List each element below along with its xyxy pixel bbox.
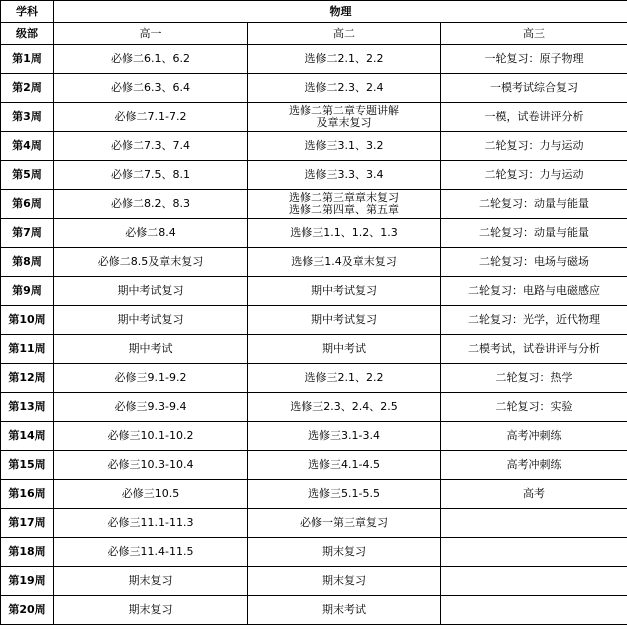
table-row (1, 393, 627, 422)
table-row (1, 190, 627, 219)
cell-text: 期末复习 (128, 603, 173, 616)
header-row-grades (1, 23, 627, 45)
grade-2-cell (248, 422, 441, 451)
table-row (1, 538, 627, 567)
cell-text: 选修二2.3、2.4 (304, 81, 384, 94)
grade-2-cell (248, 364, 441, 393)
table-row (1, 480, 627, 509)
cell-text: 二轮复习：力与运动 (484, 168, 584, 181)
cell-text: 一模考试综合复习 (490, 81, 579, 94)
grade-2-cell (248, 480, 441, 509)
cell-text: 选修三3.3、3.4 (304, 168, 384, 181)
grade-header-3: 高三 (441, 23, 627, 45)
cell-text: 二模考试，试卷讲评与分析 (468, 342, 601, 355)
grade-2-cell (248, 132, 441, 161)
grade-2-cell (248, 74, 441, 103)
table-row (1, 219, 627, 248)
cell-text: 必修二7.5、8.1 (111, 168, 190, 181)
cell-text: 二轮复习：光学，近代物理 (468, 313, 601, 326)
cell-text: 选修三4.1-4.5 (308, 458, 380, 471)
cell-text: 选修三2.3、2.4、2.5 (290, 400, 398, 413)
week-label: 第3周 (1, 103, 54, 132)
table-row (1, 567, 627, 596)
grade-2-cell (248, 306, 441, 335)
grade-3-cell (441, 103, 627, 132)
table-row (1, 422, 627, 451)
cell-text: 选修三1.1、1.2、1.3 (290, 226, 398, 239)
grade-3-cell (441, 248, 627, 277)
week-label: 第6周 (1, 190, 54, 219)
grade-header-1: 高一 (54, 23, 248, 45)
grade-1-cell (54, 422, 248, 451)
grade-3-cell (441, 596, 627, 625)
grade-3-cell (441, 509, 627, 538)
week-label: 第10周 (1, 306, 54, 335)
grade-3-cell (441, 161, 627, 190)
cell-text: 期末复习 (322, 545, 366, 558)
cell-text: 必修三11.4-11.5 (107, 545, 194, 558)
grade-3-cell (441, 306, 627, 335)
cell-text: 选修二第三章章末复习 (289, 191, 399, 204)
grade-1-cell (54, 190, 248, 219)
table-row (1, 306, 627, 335)
cell-text: 一模，试卷讲评分析 (484, 110, 584, 123)
grade-3-cell (441, 538, 627, 567)
grade-2-cell (248, 103, 441, 132)
cell-text: 高考冲刺练 (506, 429, 562, 442)
grade-2-cell (248, 451, 441, 480)
cell-text: 必修三10.5 (121, 487, 180, 500)
grade-2-cell (248, 335, 441, 364)
grade-1-cell (54, 480, 248, 509)
cell-text: 期末考试 (322, 603, 366, 616)
grade-2-cell (248, 248, 441, 277)
grade-2-cell (248, 567, 441, 596)
cell-text: 选修二第二章专题讲解 (289, 104, 399, 117)
cell-text: 期末复习 (322, 574, 366, 587)
cell-text: 选修三3.1-3.4 (308, 429, 380, 442)
table-row (1, 45, 627, 74)
table-row (1, 509, 627, 538)
cell-text: 必修二6.3、6.4 (111, 81, 190, 94)
week-label: 第13周 (1, 393, 54, 422)
cell-text: 期中考试 (128, 342, 173, 355)
grade-1-cell (54, 45, 248, 74)
cell-text: 选修二第四章、第五章 (289, 203, 399, 216)
cell-text: 二轮复习：动量与能量 (479, 226, 590, 239)
cell-text: 期中考试复习 (311, 313, 377, 326)
grade-1-cell (54, 596, 248, 625)
grade-1-cell (54, 74, 248, 103)
cell-text: 二轮复习：电场与磁场 (479, 255, 590, 268)
table-row (1, 248, 627, 277)
grade-header-2: 高二 (248, 23, 441, 45)
grade-1-cell (54, 132, 248, 161)
grade-1-cell (54, 567, 248, 596)
cell-text: 选修三1.4及章末复习 (291, 255, 397, 268)
cell-text: 必修三9.1-9.2 (114, 371, 187, 384)
grade-1-cell (54, 538, 248, 567)
week-label: 第9周 (1, 277, 54, 306)
grade-2-cell (248, 161, 441, 190)
grade-3-cell (441, 277, 627, 306)
header-row-subject (1, 1, 627, 23)
cell-text: 二轮复习：实验 (495, 400, 573, 413)
week-label: 第19周 (1, 567, 54, 596)
cell-text: 期中考试复习 (117, 313, 184, 326)
grade-1-cell (54, 277, 248, 306)
grade-1-cell (54, 306, 248, 335)
grade-3-cell (441, 480, 627, 509)
cell-text: 必修一第三章复习 (300, 516, 388, 529)
grade-2-cell (248, 277, 441, 306)
grade-1-cell (54, 248, 248, 277)
grade-3-cell (441, 567, 627, 596)
grade-2-cell (248, 538, 441, 567)
grade-1-cell (54, 335, 248, 364)
cell-text: 二轮复习：力与运动 (484, 139, 584, 152)
grade-1-cell (54, 364, 248, 393)
cell-text: 及章末复习 (316, 116, 372, 129)
grade-1-cell (54, 509, 248, 538)
level-label: 级部 (1, 23, 54, 45)
grade-1-cell (54, 161, 248, 190)
cell-text: 选修三5.1-5.5 (308, 487, 380, 500)
grade-3-cell (441, 364, 627, 393)
grade-3-cell (441, 335, 627, 364)
grade-2-cell (248, 190, 441, 219)
week-label: 第5周 (1, 161, 54, 190)
cell-text: 期中考试复习 (311, 284, 377, 297)
cell-text: 二轮复习：电路与电磁感应 (468, 284, 601, 297)
cell-text: 必修三11.1-11.3 (107, 516, 194, 529)
cell-text: 期末复习 (128, 574, 173, 587)
cell-text: 选修二2.1、2.2 (304, 52, 384, 65)
cell-text: 选修三3.1、3.2 (304, 139, 384, 152)
cell-text: 必修二7.3、7.4 (111, 139, 190, 152)
cell-text: 必修三10.3-10.4 (107, 458, 194, 471)
cell-text: 必修二7.1-7.2 (114, 110, 187, 123)
table-row (1, 335, 627, 364)
cell-text: 二轮复习：热学 (495, 371, 573, 384)
table-row (1, 161, 627, 190)
cell-text: 必修二6.1、6.2 (111, 52, 190, 65)
cell-text: 期中考试复习 (117, 284, 184, 297)
cell-text: 必修二8.5及章末复习 (97, 255, 204, 268)
week-label: 第18周 (1, 538, 54, 567)
grade-2-cell (248, 596, 441, 625)
subject-label: 学科 (1, 1, 54, 23)
grade-3-cell (441, 190, 627, 219)
week-label: 第4周 (1, 132, 54, 161)
cell-text: 二轮复习：动量与能量 (479, 197, 590, 210)
cell-text: 一轮复习：原子物理 (484, 52, 584, 65)
week-label: 第11周 (1, 335, 54, 364)
week-label: 第12周 (1, 364, 54, 393)
grade-1-cell (54, 451, 248, 480)
grade-2-cell (248, 219, 441, 248)
subject-name: 物理 (54, 1, 627, 23)
week-label: 第16周 (1, 480, 54, 509)
cell-text: 必修三10.1-10.2 (107, 429, 194, 442)
table-row (1, 364, 627, 393)
grade-3-cell (441, 422, 627, 451)
cell-text: 必修二8.4 (125, 226, 176, 239)
table-row (1, 596, 627, 625)
week-label: 第8周 (1, 248, 54, 277)
table-row (1, 132, 627, 161)
grade-2-cell (248, 45, 441, 74)
week-label: 第17周 (1, 509, 54, 538)
grade-3-cell (441, 451, 627, 480)
grade-2-cell (248, 393, 441, 422)
week-label: 第14周 (1, 422, 54, 451)
grade-3-cell (441, 219, 627, 248)
table-row (1, 277, 627, 306)
grade-1-cell (54, 103, 248, 132)
week-label: 第1周 (1, 45, 54, 74)
grade-3-cell (441, 45, 627, 74)
cell-text: 高考冲刺练 (506, 458, 562, 471)
cell-text: 高考 (523, 487, 546, 500)
grade-3-cell (441, 74, 627, 103)
schedule-body (1, 1, 627, 625)
cell-text: 必修三9.3-9.4 (114, 400, 187, 413)
week-label: 第2周 (1, 74, 54, 103)
grade-3-cell (441, 393, 627, 422)
grade-1-cell (54, 219, 248, 248)
week-label: 第20周 (1, 596, 54, 625)
week-label: 第15周 (1, 451, 54, 480)
grade-2-cell (248, 509, 441, 538)
cell-text: 期中考试 (322, 342, 366, 355)
table-row (1, 103, 627, 132)
grade-3-cell (441, 132, 627, 161)
table-row (1, 74, 627, 103)
grade-1-cell (54, 393, 248, 422)
week-label: 第7周 (1, 219, 54, 248)
table-row (1, 451, 627, 480)
cell-text: 必修二8.2、8.3 (111, 197, 190, 210)
cell-text: 选修三2.1、2.2 (304, 371, 384, 384)
